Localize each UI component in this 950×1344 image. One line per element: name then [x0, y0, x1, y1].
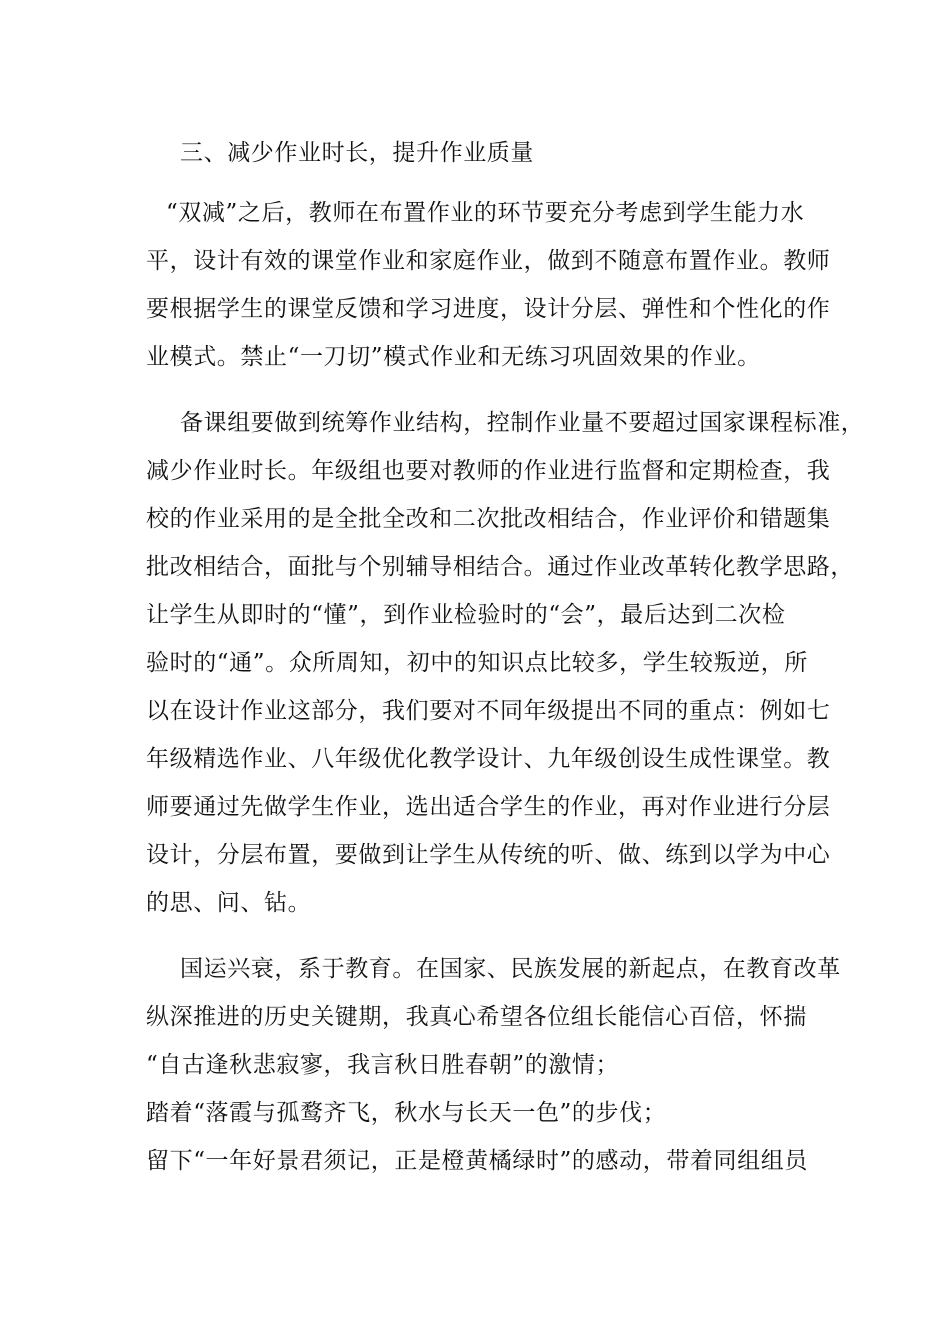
paragraph2-line-6: 验时的“通”。众所周知，初中的知识点比较多，学生较叛逆，所: [146, 650, 808, 676]
paragraph1-line-2: 平，设计有效的课堂作业和家庭作业，做到不随意布置作业。教师: [146, 248, 831, 274]
section-heading: 三、减少作业时长，提升作业质量: [180, 140, 534, 166]
paragraph2-line-7: 以在设计作业这部分，我们要对不同年级提出不同的重点：例如七: [146, 698, 831, 724]
paragraph3-line-2: 纵深推进的历史关键期，我真心希望各位组长能信心百倍，怀揣: [146, 1004, 807, 1030]
paragraph3-line-1: 国运兴衰，系于教育。在国家、民族发展的新起点，在教育改革: [180, 956, 841, 982]
paragraph2-line-8: 年级精选作业、八年级优化教学设计、九年级创设生成性课堂。教: [146, 746, 831, 772]
paragraph2-line-2: 减少作业时长。年级组也要对教师的作业进行监督和定期检查，我: [146, 458, 831, 484]
paragraph1-line-4: 业模式。禁止“一刀切”模式作业和无练习巩固效果的作业。: [146, 344, 761, 370]
paragraph3-line-3: “自古逢秋悲寂寥，我言秋日胜春朝”的激情；: [146, 1052, 620, 1078]
paragraph3-line-4: 踏着“落霞与孤鹜齐飞，秋水与长天一色”的步伐；: [146, 1100, 667, 1126]
paragraph1-line-3: 要根据学生的课堂反馈和学习进度，设计分层、弹性和个性化的作: [146, 296, 831, 322]
paragraph2-line-4: 批改相结合，面批与个别辅导相结合。通过作业改革转化教学思路，: [146, 554, 854, 580]
paragraph2-line-10: 设计，分层布置，要做到让学生从传统的听、做、练到以学为中心: [146, 842, 831, 868]
paragraph2-line-1: 备课组要做到统筹作业结构，控制作业量不要超过国家课程标准，: [180, 410, 865, 436]
paragraph3-line-5: 留下“一年好景君须记，正是橙黄橘绿时”的感动，带着同组组员: [146, 1148, 808, 1174]
paragraph2-line-5: 让学生从即时的“懂”，到作业检验时的“会”，最后达到二次检: [146, 602, 786, 628]
paragraph1-line-1: “双减”之后，教师在布置作业的环节要充分考虑到学生能力水: [166, 200, 805, 226]
paragraph2-line-9: 师要通过先做学生作业，选出适合学生的作业，再对作业进行分层: [146, 794, 831, 820]
paragraph2-line-3: 校的作业采用的是全批全改和二次批改相结合，作业评价和错题集: [146, 506, 831, 532]
paragraph2-line-11: 的思、问、钻。: [146, 890, 312, 916]
